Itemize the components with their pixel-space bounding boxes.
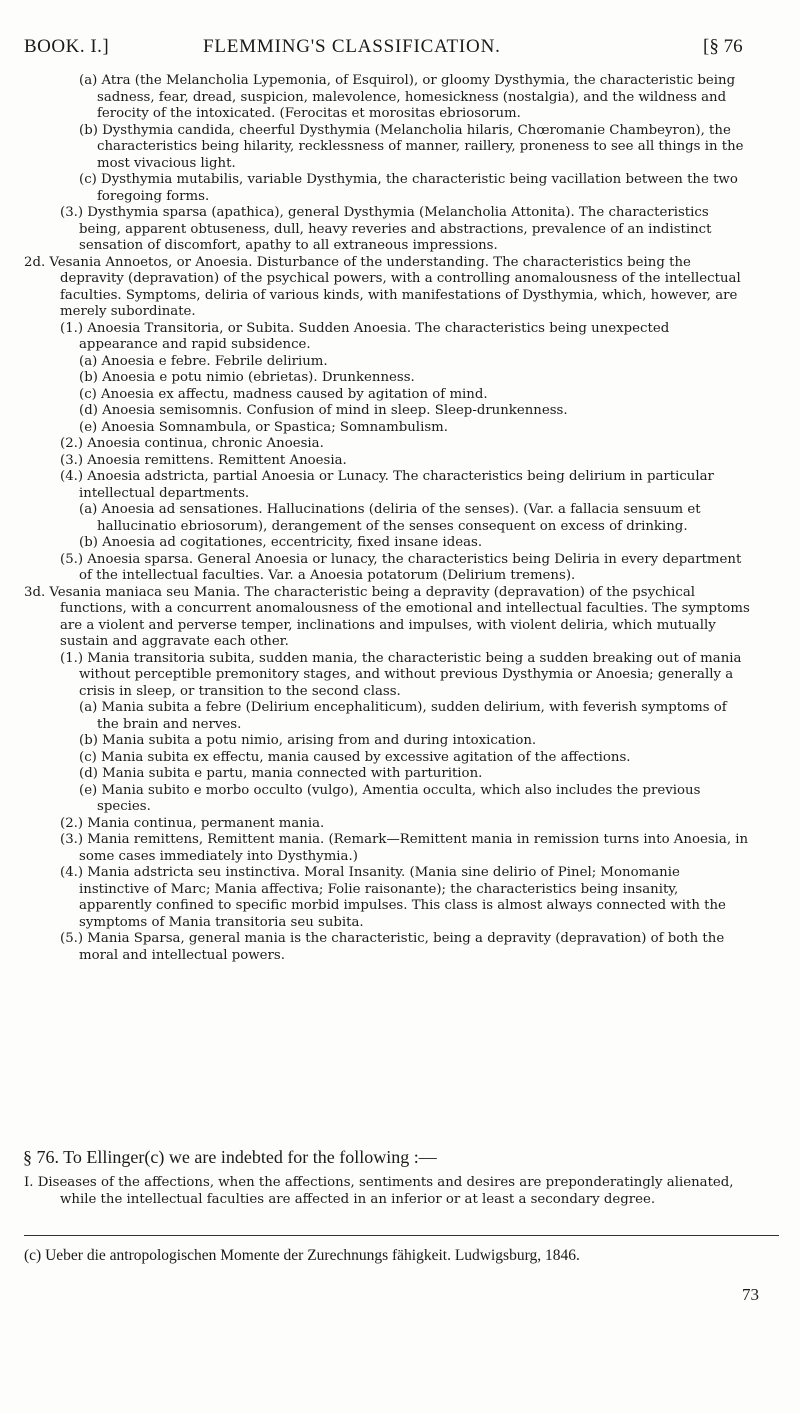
- header-title: FLEMMING'S CLASSIFICATION.: [203, 36, 501, 57]
- classification-entry: (a) Atra (the Melancholia Lypemonia, of Esquirol), or gloomy Dysthymia, the characteristic being sadness, fear, dread, suspicion, malevolence, homesickness (nostalgia), and the wildness and ferocity of the intoxicated. (Ferocitas et morositas ebriosorum.: [79, 73, 736, 121]
- running-header: [0, 36, 800, 66]
- classification-entry: (a) Anoesia ad sensationes. Hallucinations (deliria of the senses). (Var. a fallacia sensuum et hallucinatio ebriosorum), derangement of the senses consequent on excess of drinking.: [79, 502, 701, 534]
- section-heading: § 76. To Ellinger(c) we are indebted for the following :—: [23, 1147, 437, 1167]
- classification-entry: (2.) Mania continua, permanent mania.: [60, 815, 325, 831]
- classification-entry: (1.) Anoesia Transitoria, or Subita. Sudden Anoesia. The characteristics being unexpected appearance and rapid subsidence.: [60, 320, 670, 352]
- classification-entry: (e) Mania subito e morbo occulto (vulgo), Amentia occulta, which also includes the previous species.: [79, 782, 701, 814]
- classification-entry: (b) Mania subita a potu nimio, arising from and during intoxication.: [79, 733, 537, 748]
- classification-entry: (d) Mania subita e partu, mania connected with parturition.: [79, 766, 483, 781]
- classification-entry: (b) Anoesia e potu nimio (ebrietas). Drunkenness.: [79, 370, 415, 385]
- classification-entry: (a) Mania subita a febre (Delirium encephaliticum), sudden delirium, with feverish symptoms of the brain and nerves.: [79, 700, 727, 732]
- classification-entry: (3.) Mania remittens, Remittent mania. (Remark—Remittent mania in remission turns into Anoesia, in some cases immediately into Dysthymia.): [60, 832, 749, 864]
- classification-entry: (2.) Anoesia continua, chronic Anoesia.: [60, 436, 324, 451]
- classification-entry: (d) Anoesia semisomnis. Confusion of mind in sleep. Sleep-drunkenness.: [79, 403, 568, 418]
- page-number: 73: [742, 1285, 759, 1304]
- section-item: I. Diseases of the affections, when the affections, sentiments and desires are preponderatingly alienated, while the intellectual faculties are affected in an inferior or at least a secondary degree.: [24, 1175, 734, 1207]
- classification-entry: (c) Anoesia ex affectu, madness caused by agitation of mind.: [79, 386, 488, 402]
- classification-entry: (b) Anoesia ad cogitationes, eccentricity, fixed insane ideas.: [79, 535, 483, 550]
- classification-body: [0, 73, 800, 964]
- classification-entry: (5.) Anoesia sparsa. General Anoesia or lunacy, the characteristics being Deliria in every department of the intellectual faculties. Var. a Anoesia potatorum (Delirium tremens).: [60, 551, 742, 583]
- classification-entry: (a) Anoesia e febre. Febrile delirium.: [79, 353, 328, 369]
- classification-entry: (c) Mania subita ex effectu, mania caused by excessive agitation of the affections.: [79, 749, 631, 765]
- header-book: BOOK. I.]: [24, 36, 110, 57]
- classification-entry: (4.) Anoesia adstricta, partial Anoesia or Lunacy. The characteristics being delirium in particular intellectual departments.: [60, 469, 714, 501]
- section-body: [0, 1175, 800, 1208]
- classification-entry: (e) Anoesia Somnambula, or Spastica; Somnambulism.: [79, 419, 448, 435]
- classification-entry: 2d. Vesania Annoetos, or Anoesia. Disturbance of the understanding. The characteristics being the depravity (depravation) of the psychical powers, with a controlling anomalousness of the intellectual faculties. Symptoms, deliria of various kinds, with manifestations of Dysthymia, which, however, are merely subordinate.: [24, 254, 741, 319]
- footnote-divider: [24, 1235, 779, 1236]
- classification-entry: (3.) Anoesia remittens. Remittent Anoesia.: [60, 452, 347, 468]
- classification-entry: (4.) Mania adstricta seu instinctiva. Moral Insanity. (Mania sine delirio of Pinel; Monomanie instinctive of Marc; Mania affectiva; Folie raisonante); the characteristics being insanity, apparently confined to specific morbid impulses. This class is almost always connected with the symptoms of Mania transitoria seu subita.: [60, 865, 726, 930]
- classification-entry: 3d. Vesania maniaca seu Mania. The characteristic being a depravity (depravation) of the psychical functions, with a concurrent anomalousness of the emotional and intellectual faculties. The symptoms are a violent and perverse temper, inclinations and impulses, with violent deliria, which mutually sustain and aggravate each other.: [24, 584, 750, 649]
- classification-entry: (1.) Mania transitoria subita, sudden mania, the characteristic being a sudden breaking out of mania without perceptible premonitory stages, and without previous Dysthymia or Anoesia; generally a crisis in sleep, or transition to the second class.: [60, 650, 742, 699]
- classification-entry: (c) Dysthymia mutabilis, variable Dysthymia, the characteristic being vacillation between the two foregoing forms.: [79, 172, 738, 204]
- classification-entry: (5.) Mania Sparsa, general mania is the characteristic, being a depravity (depravation) of both the moral and intellectual powers.: [60, 931, 725, 963]
- classification-entry: (3.) Dysthymia sparsa (apathica), general Dysthymia (Melancholia Attonita). The characteristics being, apparent obtuseness, dull, heavy reveries and abstractions, prevalence of an indistinct sensation of discomfort, apathy to all extraneous impressions.: [60, 205, 712, 253]
- classification-entry: (b) Dysthymia candida, cheerful Dysthymia (Melancholia hilaris, Chœromanie Chambeyron), the characteristics being hilarity, recklessness of manner, raillery, proneness to see all things in the most vivacious light.: [79, 122, 744, 171]
- footnote: (c) Ueber die antropologischen Momente der Zurechnungs fähigkeit. Ludwigsburg, 1846.: [24, 1247, 580, 1264]
- header-section: [§ 76: [703, 36, 743, 57]
